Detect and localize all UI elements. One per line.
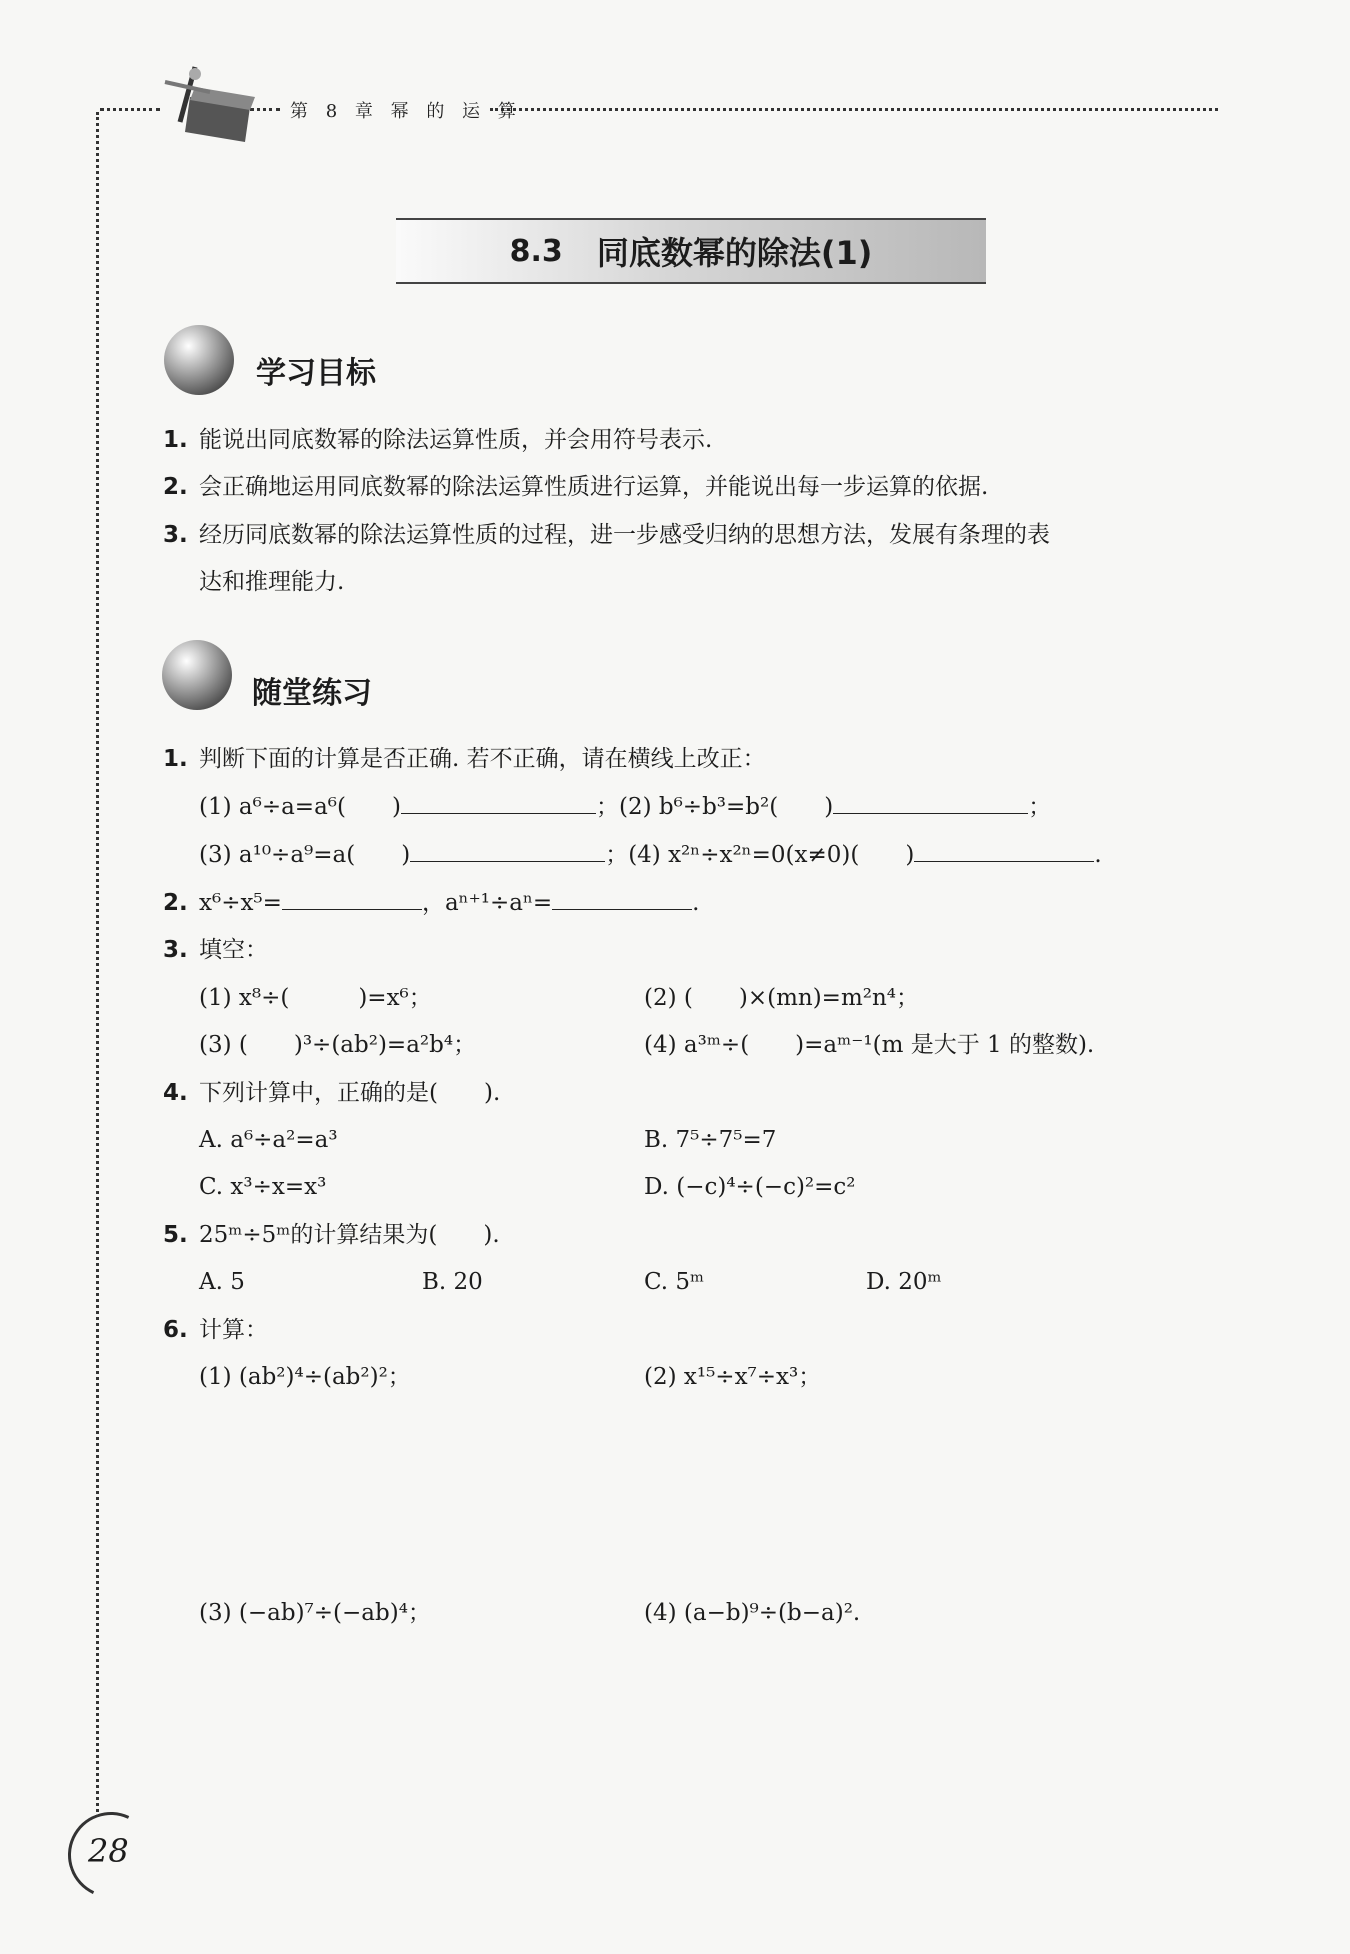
q4-option-a[interactable]: A. a⁶÷a²=a³ [199, 1127, 338, 1153]
q3-part4: (4) a³ᵐ÷( )=aᵐ⁻¹(m 是大于 1 的整数). [644, 1032, 1095, 1058]
border-dots-top-right [490, 108, 1218, 111]
section-title-objectives: 学习目标 [256, 356, 376, 391]
q4-option-d[interactable]: D. (−c)⁴÷(−c)²=c² [644, 1174, 856, 1200]
q5-option-c[interactable]: C. 5ᵐ [644, 1269, 705, 1295]
question-1: 1. 判断下面的计算是否正确. 若不正确，请在横线上改正： [163, 746, 766, 772]
objective-2: 2. 会正确地运用同底数幂的除法运算性质进行运算，并能说出每一步运算的依据. [163, 474, 989, 500]
answer-blank[interactable] [410, 839, 605, 862]
question-4: 4. 下列计算中，正确的是( ). [163, 1080, 501, 1106]
answer-blank[interactable] [833, 791, 1028, 814]
q6-part4: (4) (a−b)⁹÷(b−a)². [644, 1600, 861, 1626]
page-number: 28 [88, 1832, 129, 1870]
q4-option-b[interactable]: B. 7⁵÷7⁵=7 [644, 1127, 777, 1153]
answer-blank[interactable] [552, 887, 692, 910]
answer-blank[interactable] [282, 887, 422, 910]
q3-part1: (1) x⁸÷( )=x⁶； [199, 985, 432, 1011]
q1-part3: (3) a¹⁰÷a⁹=a( ) ；(4) x²ⁿ÷x²ⁿ=0(x≠0)( ) . [199, 839, 1102, 870]
question-3: 3. 填空： [163, 937, 268, 963]
lesson-title-banner [396, 218, 986, 284]
section-title-practice: 随堂练习 [252, 676, 372, 711]
chapter-header: 第 8 章 幂 的 运 算 [290, 101, 522, 122]
answer-blank[interactable] [914, 839, 1094, 862]
question-6: 6. 计算： [163, 1317, 268, 1343]
border-dots-top-left [100, 108, 160, 111]
q3-part3: (3) ( )³÷(ab²)=a²b⁴； [199, 1032, 477, 1058]
question-2: 2. x⁶÷x⁵= ，aⁿ⁺¹÷aⁿ= . [163, 887, 699, 918]
globe-icon [164, 325, 234, 395]
q6-part3: (3) (−ab)⁷÷(−ab)⁴； [199, 1600, 431, 1626]
objective-3: 3. 经历同底数幂的除法运算性质的过程，进一步感受归纳的思想方法，发展有条理的表 [163, 522, 1050, 548]
lesson-title: 同底数幂的除法(1) [596, 234, 873, 272]
answer-blank[interactable] [401, 791, 596, 814]
objective-1: 1. 能说出同底数幂的除法运算性质，并会用符号表示. [163, 427, 713, 453]
q4-option-c[interactable]: C. x³÷x=x³ [199, 1174, 327, 1200]
question-5: 5. 25ᵐ÷5ᵐ的计算结果为( ). [163, 1222, 500, 1248]
globe-grid-icon [162, 640, 232, 710]
q1-part1: (1) a⁶÷a=a⁶( ) ；(2) b⁶÷b³=b²( ) ； [199, 791, 1051, 822]
lesson-number: 8.3 [509, 233, 563, 269]
books-logo-icon [160, 62, 260, 152]
q5-option-b[interactable]: B. 20 [422, 1269, 483, 1295]
q6-part2: (2) x¹⁵÷x⁷÷x³； [644, 1364, 822, 1390]
border-dots-left [96, 112, 99, 1812]
objective-3-cont: 达和推理能力. [199, 569, 345, 595]
q5-option-a[interactable]: A. 5 [199, 1269, 245, 1295]
q5-option-d[interactable]: D. 20ᵐ [866, 1269, 942, 1295]
q6-part1: (1) (ab²)⁴÷(ab²)²； [199, 1364, 411, 1390]
q3-part2: (2) ( )×(mn)=m²n⁴； [644, 985, 920, 1011]
